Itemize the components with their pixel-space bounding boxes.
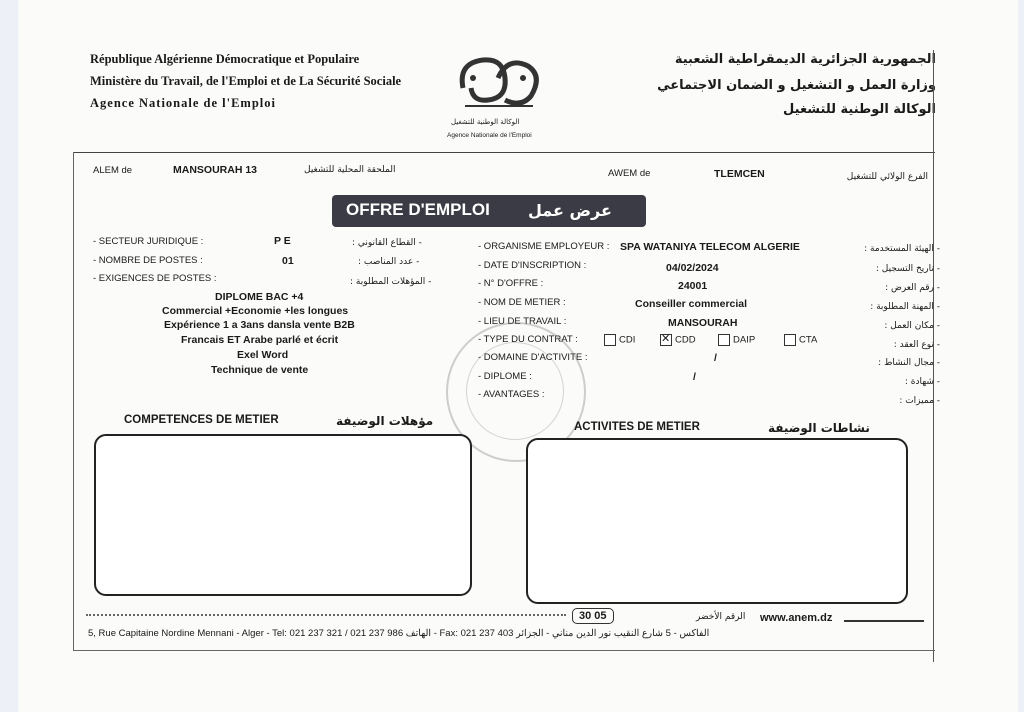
- footer-line-right: [844, 620, 924, 622]
- postes-ar: - عدد المناصب :: [358, 257, 420, 267]
- alem-ar: الملحقة المحلية للتشغيل: [304, 165, 396, 175]
- domaine-label: - DOMAINE D'ACTIVITE :: [478, 352, 588, 363]
- green-number-ar: الرقم الأخضر: [696, 612, 746, 622]
- contract-cta[interactable]: [784, 334, 817, 346]
- date-ar: - تاريخ التسجيل :: [875, 264, 940, 274]
- header-fr-line2: Ministère du Travail, de l'Emploi et de La Sécurité Sociale: [90, 74, 402, 88]
- diplome-label: - DIPLOME :: [478, 371, 532, 382]
- header-ar-line2: وزارة العمل و التشغيل و الضمان الاجتماعي: [657, 78, 936, 93]
- lieu-label: - LIEU DE TRAVAIL :: [478, 316, 567, 327]
- awem-value: TLEMCEN: [714, 168, 765, 180]
- employeur-ar: - الهيئة المستخدمة :: [864, 244, 940, 254]
- postes-label: - NOMBRE DE POSTES :: [93, 255, 203, 266]
- header-fr-line1: République Algérienne Démocratique et Populaire: [90, 52, 360, 66]
- daip-checkbox[interactable]: [718, 334, 730, 346]
- secteur-value: P E: [274, 235, 291, 247]
- secteur-ar: - القطاع القانوني :: [352, 238, 422, 248]
- contract-cdi[interactable]: [604, 334, 635, 346]
- cdi-label: CDI: [619, 334, 636, 346]
- cdd-checkbox[interactable]: [660, 334, 672, 346]
- requirement-4: Francais ET Arabe parlé et écrit: [181, 334, 339, 346]
- competences-box[interactable]: [94, 434, 472, 596]
- contrat-label: - TYPE DU CONTRAT :: [478, 334, 578, 345]
- secteur-label: - SECTEUR JURIDIQUE :: [93, 236, 204, 247]
- diplome-value: /: [693, 371, 696, 383]
- green-number: 30 05: [572, 608, 614, 624]
- offre-value: 24001: [678, 280, 708, 292]
- activites-box[interactable]: [526, 438, 908, 604]
- cdd-label: CDD: [675, 334, 696, 346]
- exigences-label: - EXIGENCES DE POSTES :: [93, 273, 217, 284]
- cta-checkbox[interactable]: [784, 334, 796, 346]
- cdi-checkbox[interactable]: [604, 334, 616, 346]
- contract-daip[interactable]: [718, 334, 755, 346]
- date-label: - DATE D'INSCRIPTION :: [478, 260, 587, 271]
- awem-ar: الفرع الولائي للتشغيل: [846, 172, 928, 182]
- daip-label: DAIP: [733, 334, 756, 346]
- anem-logo-icon: [443, 48, 553, 118]
- footer-address: 5, Rue Capitaine Nordine Mennani - Alger - Tel: 021 237 321 / 021 237 986 الهاتف - Fax: 021 237 403 الفاكس - 5 شارع النقيب نور الدين مناني - الجزائر: [88, 628, 710, 639]
- activites-header-ar: نشاطات الوضيفة: [768, 421, 870, 435]
- requirement-1: DIPLOME BAC +4: [215, 291, 304, 303]
- footer-dots: [86, 614, 566, 616]
- logo-fr-text: Agence Nationale de l'Emploi: [447, 132, 532, 139]
- header-fr-line3: Agence Nationale de l'Emploi: [90, 96, 276, 110]
- requirement-3: Expérience 1 a 3ans dansla vente B2B: [164, 319, 355, 331]
- date-value: 04/02/2024: [666, 262, 719, 274]
- divider-top: [73, 152, 935, 153]
- employeur-label: - ORGANISME EMPLOYEUR :: [478, 241, 610, 252]
- requirement-6: Technique de vente: [211, 364, 309, 376]
- metier-ar: - المهنة المطلوبة :: [870, 302, 940, 312]
- offre-label: - N° D'OFFRE :: [478, 278, 544, 289]
- title-fr: OFFRE D'EMPLOI: [346, 200, 490, 219]
- avantages-ar: - مميزات :: [899, 396, 940, 406]
- anem-logo: [443, 48, 553, 143]
- metier-value: Conseiller commercial: [635, 298, 748, 310]
- avantages-label: - AVANTAGES :: [478, 389, 545, 400]
- alem-label: ALEM de: [93, 165, 133, 176]
- header-ar-line1: الجمهورية الجزائرية الديمقراطية الشعبية: [674, 52, 936, 67]
- website-link[interactable]: www.anem.dz: [760, 612, 833, 624]
- contract-cdd[interactable]: [660, 334, 696, 346]
- frame-right: [933, 50, 934, 662]
- lieu-value: MANSOURAH: [668, 317, 738, 329]
- stamp-inner-ring: [466, 342, 564, 440]
- exigences-ar: - المؤهلات المطلوبة :: [350, 277, 432, 287]
- employeur-value: SPA WATANIYA TELECOM ALGERIE: [620, 241, 800, 253]
- requirement-5: Exel Word: [237, 349, 289, 361]
- header-ar-line3: الوكالة الوطنية للتشغيل: [783, 102, 936, 117]
- offre-ar: - رقم العرض :: [885, 283, 940, 293]
- frame-bottom: [73, 650, 935, 651]
- domaine-ar: - مجال النشاط :: [878, 358, 940, 368]
- title-ar: عرض عمل: [528, 201, 612, 220]
- contrat-ar: - نوع العقد :: [893, 340, 940, 350]
- frame-left: [73, 152, 74, 650]
- offer-title-bar: [332, 195, 646, 227]
- postes-value: 01: [282, 255, 294, 267]
- cta-label: CTA: [799, 334, 818, 346]
- competences-header-ar: مؤهلات الوضيفة: [336, 414, 434, 428]
- diplome-ar: - شهادة :: [904, 377, 940, 387]
- job-offer-form: [18, 0, 1018, 712]
- awem-label: AWEM de: [608, 168, 651, 179]
- domaine-value: /: [714, 352, 717, 364]
- requirement-2: Commercial +Economie +les longues: [162, 305, 349, 317]
- alem-value: MANSOURAH 13: [173, 164, 258, 176]
- metier-label: - NOM DE METIER :: [478, 297, 566, 308]
- logo-ar-text: الوكالة الوطنية للتشغيل: [451, 118, 520, 126]
- lieu-ar: - مكان العمل :: [884, 321, 940, 331]
- competences-header: COMPETENCES DE METIER: [124, 414, 279, 426]
- activites-header: ACTIVITES DE METIER: [574, 421, 700, 433]
